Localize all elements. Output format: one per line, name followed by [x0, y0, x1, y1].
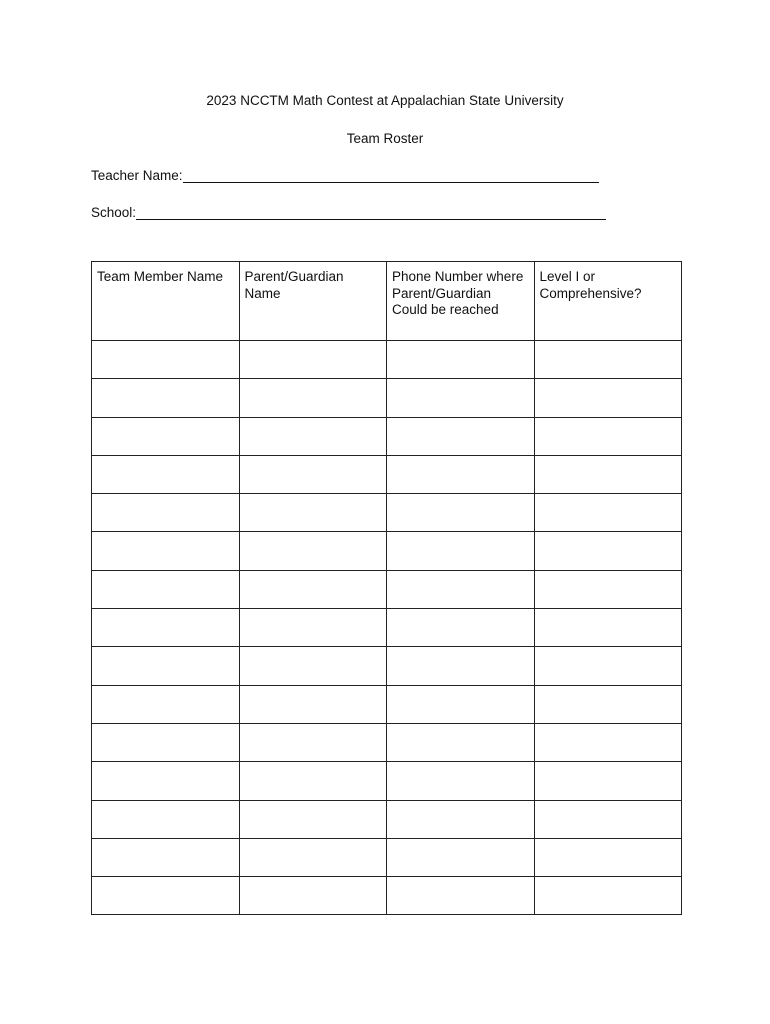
cell-level[interactable]: [534, 609, 682, 647]
table-row: [92, 609, 682, 647]
school-field: [91, 205, 606, 220]
cell-phone-number[interactable]: [387, 609, 535, 647]
cell-phone-number[interactable]: [387, 877, 535, 915]
cell-phone-number[interactable]: [387, 838, 535, 876]
cell-phone-number[interactable]: [387, 647, 535, 685]
cell-team-member-name[interactable]: [92, 570, 240, 608]
table-row: [92, 417, 682, 455]
cell-level[interactable]: [534, 494, 682, 532]
cell-team-member-name[interactable]: [92, 455, 240, 493]
table-row: [92, 379, 682, 417]
cell-phone-number[interactable]: [387, 455, 535, 493]
cell-parent-guardian-name[interactable]: [239, 685, 387, 723]
header-team-member-name: Team Member Name: [92, 262, 240, 341]
table-row: [92, 762, 682, 800]
cell-level[interactable]: [534, 685, 682, 723]
header-level: Level I or Comprehensive?: [534, 262, 682, 341]
cell-phone-number[interactable]: [387, 762, 535, 800]
cell-level[interactable]: [534, 877, 682, 915]
header-parent-guardian-name: Parent/Guardian Name: [239, 262, 387, 341]
cell-level[interactable]: [534, 341, 682, 379]
school-label: School:: [91, 205, 137, 220]
cell-level[interactable]: [534, 800, 682, 838]
teacher-name-blank[interactable]: [183, 168, 599, 183]
cell-phone-number[interactable]: [387, 723, 535, 761]
cell-parent-guardian-name[interactable]: [239, 877, 387, 915]
table-row: [92, 341, 682, 379]
cell-team-member-name[interactable]: [92, 838, 240, 876]
cell-level[interactable]: [534, 417, 682, 455]
cell-level[interactable]: [534, 647, 682, 685]
cell-parent-guardian-name[interactable]: [239, 570, 387, 608]
header-phone-number: Phone Number where Parent/Guardian Could be reached: [387, 262, 535, 341]
team-roster-table: [91, 261, 682, 915]
table-row: [92, 838, 682, 876]
cell-parent-guardian-name[interactable]: [239, 341, 387, 379]
cell-parent-guardian-name[interactable]: [239, 455, 387, 493]
cell-team-member-name[interactable]: [92, 341, 240, 379]
cell-level[interactable]: [534, 723, 682, 761]
table-row: [92, 685, 682, 723]
cell-level[interactable]: [534, 532, 682, 570]
table-row: [92, 570, 682, 608]
cell-team-member-name[interactable]: [92, 762, 240, 800]
cell-level[interactable]: [534, 570, 682, 608]
cell-parent-guardian-name[interactable]: [239, 379, 387, 417]
cell-phone-number[interactable]: [387, 341, 535, 379]
cell-level[interactable]: [534, 838, 682, 876]
cell-team-member-name[interactable]: [92, 379, 240, 417]
cell-parent-guardian-name[interactable]: [239, 647, 387, 685]
table-row: [92, 455, 682, 493]
teacher-name-label: Teacher Name:: [91, 168, 183, 183]
cell-phone-number[interactable]: [387, 379, 535, 417]
table-row: [92, 494, 682, 532]
cell-phone-number[interactable]: [387, 570, 535, 608]
cell-team-member-name[interactable]: [92, 723, 240, 761]
cell-team-member-name[interactable]: [92, 417, 240, 455]
cell-level[interactable]: [534, 379, 682, 417]
cell-parent-guardian-name[interactable]: [239, 494, 387, 532]
cell-level[interactable]: [534, 455, 682, 493]
cell-parent-guardian-name[interactable]: [239, 762, 387, 800]
school-blank[interactable]: [136, 205, 606, 220]
table-row: [92, 877, 682, 915]
cell-parent-guardian-name[interactable]: [239, 417, 387, 455]
table-row: [92, 723, 682, 761]
teacher-name-field: [91, 168, 599, 183]
table-row: [92, 532, 682, 570]
cell-phone-number[interactable]: [387, 494, 535, 532]
cell-parent-guardian-name[interactable]: [239, 532, 387, 570]
cell-level[interactable]: [534, 762, 682, 800]
cell-team-member-name[interactable]: [92, 685, 240, 723]
cell-team-member-name[interactable]: [92, 800, 240, 838]
roster-subtitle: Team Roster: [346, 131, 424, 146]
cell-phone-number[interactable]: [387, 800, 535, 838]
cell-parent-guardian-name[interactable]: [239, 609, 387, 647]
cell-parent-guardian-name[interactable]: [239, 800, 387, 838]
cell-phone-number[interactable]: [387, 417, 535, 455]
cell-team-member-name[interactable]: [92, 609, 240, 647]
table-row: [92, 647, 682, 685]
cell-team-member-name[interactable]: [92, 494, 240, 532]
table-header-row: [92, 262, 682, 341]
cell-parent-guardian-name[interactable]: [239, 838, 387, 876]
cell-parent-guardian-name[interactable]: [239, 723, 387, 761]
cell-team-member-name[interactable]: [92, 532, 240, 570]
cell-team-member-name[interactable]: [92, 647, 240, 685]
roster-body: [92, 341, 682, 915]
table-row: [92, 800, 682, 838]
cell-team-member-name[interactable]: [92, 877, 240, 915]
cell-phone-number[interactable]: [387, 532, 535, 570]
page-title: 2023 NCCTM Math Contest at Appalachian State University: [206, 93, 564, 108]
cell-phone-number[interactable]: [387, 685, 535, 723]
